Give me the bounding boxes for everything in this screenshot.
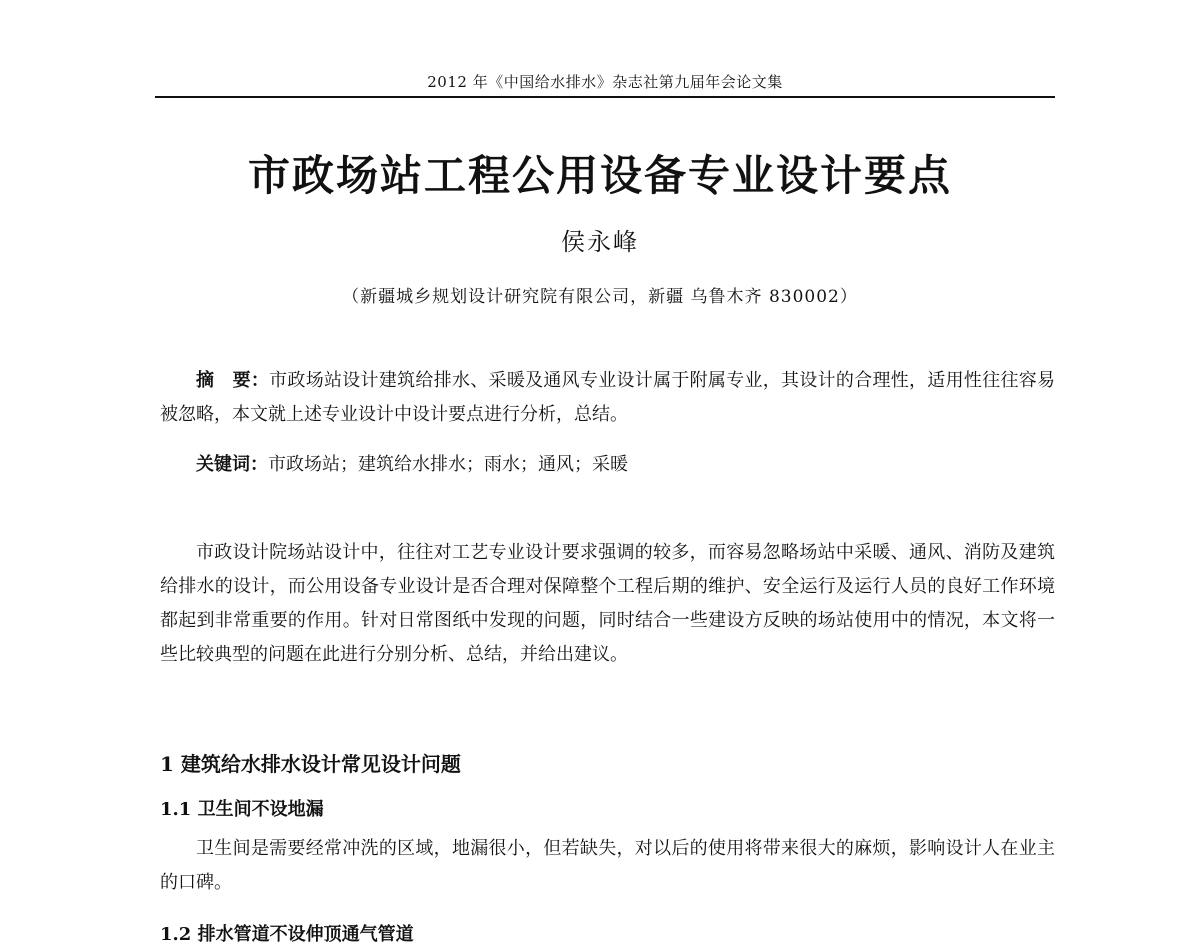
header-rule [155, 96, 1055, 98]
running-header: 2012 年《中国给水排水》杂志社第九届年会论文集 [427, 73, 783, 91]
abstract-label: 摘 要： [196, 370, 270, 391]
section-heading-1: 1 建筑给水排水设计常见设计问题 [160, 752, 461, 776]
keywords [160, 448, 1091, 482]
paper-title: 市政场站工程公用设备专业设计要点 [247, 151, 952, 200]
subsection-paragraph-1-1: 卫生间是需要经常冲洗的区域，地漏很小，但若缺失，对以后的使用将带来很大的麻烦，影响设计人在业主的口碑。 [160, 838, 1055, 893]
intro-paragraph: 市政设计院场站设计中，往往对工艺专业设计要求强调的较多，而容易忽略场站中采暖、通风、消防及建筑给排水的设计，而公用设备专业设计是否合理对保障整个工程后期的维护、安全运行及运行人员的良好工作环境都起到非常重要的作用。针对日常图纸中发现的问题，同时结合一些建设方反映的场站使用中的情况，本文将一些比较典型的问题在此进行分别分析、总结，并给出建议。 [160, 542, 1055, 665]
abstract-text: 市政场站设计建筑给排水、采暖及通风专业设计属于附属专业，其设计的合理性，适用性往往容易被忽略，本文就上述专业设计中设计要点进行分析，总结。 [160, 370, 1056, 425]
author-name: 侯永峰 [561, 228, 639, 256]
subsection-heading-1-2: 1.2 排水管道不设伸顶通气管道 [160, 924, 414, 945]
keywords-label: 关键词： [196, 454, 268, 475]
keywords-text: 市政场站；建筑给水排水；雨水；通风；采暖 [268, 454, 628, 475]
subsection-heading-1-1: 1.1 卫生间不设地漏 [160, 799, 324, 820]
author-affiliation: （新疆城乡规划设计研究院有限公司，新疆 乌鲁木齐 830002） [342, 287, 858, 307]
abstract [160, 364, 1055, 432]
